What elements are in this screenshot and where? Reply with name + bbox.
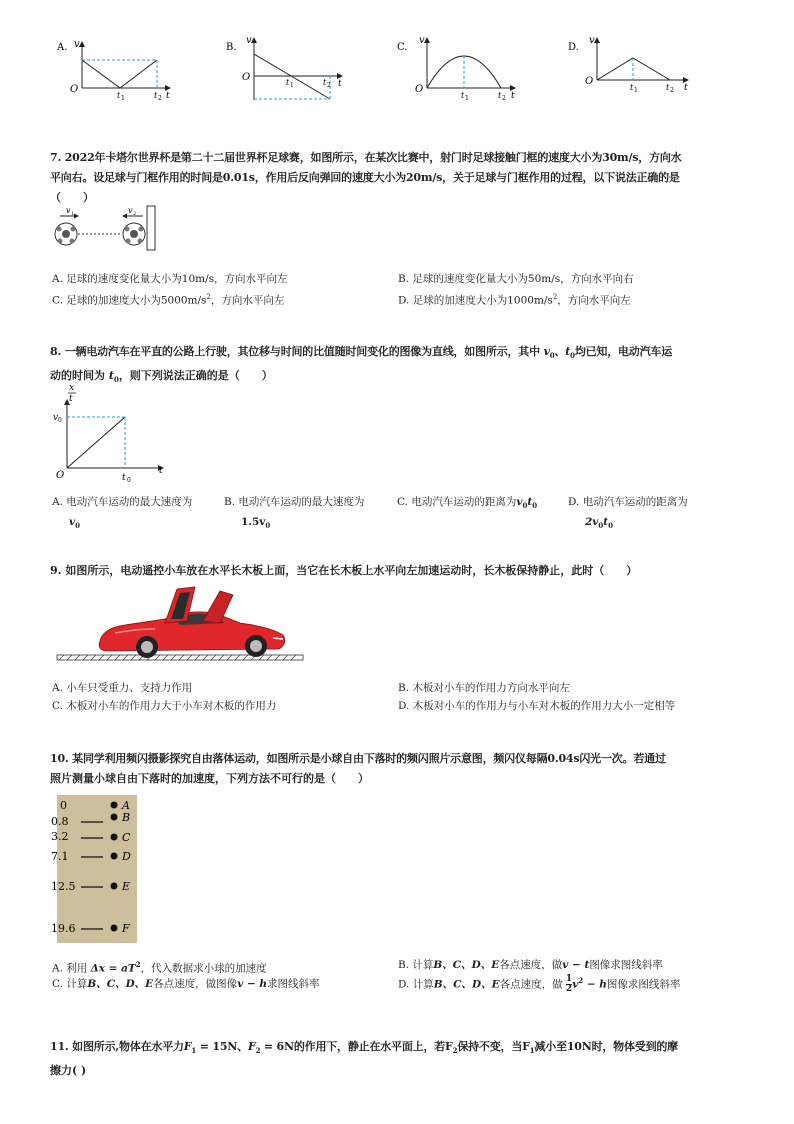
q7-line2: 平向右。设足球与门框作用的时间是0.01s，作用后反向弹回的速度大小为20m/s，关于足球与门框作用的过程，以下说法正确的是 [50, 171, 680, 184]
q8-option-c[interactable]: C. 电动汽车运动的距离为$v_0t_0$ [397, 496, 538, 511]
svg-text:t: t [666, 83, 670, 92]
q9-option-c[interactable]: C. 木板对小车的作用力大于小车对木板的作用力 [52, 700, 277, 712]
q7-line3: （ ） [50, 191, 94, 204]
svg-text:t: t [69, 394, 73, 404]
svg-text:O: O [70, 84, 79, 95]
svg-text:0: 0 [127, 477, 131, 484]
strobe-mark [51, 830, 131, 844]
svg-text:3.2: 3.2 [51, 830, 69, 843]
graph-b [226, 35, 342, 100]
svg-text:0: 0 [58, 417, 62, 424]
q8-option-b[interactable]: B. 电动汽车运动的最大速度为 $1.5v_0$ [224, 496, 365, 531]
svg-text:v: v [589, 35, 595, 46]
svg-text:0: 0 [60, 799, 67, 812]
q10-line1: 10. 某同学利用频闪摄影探究自由落体运动，如图所示是小球自由下落时的频闪照片示意图，频闪仪每隔0.04s闪光一次。若通过 [50, 752, 666, 765]
graph-a [56, 39, 170, 102]
svg-text:1: 1 [290, 82, 294, 89]
q10-option-c[interactable]: C. 计算B、C、D、E各点速度，做图像v − h求图线斜率 [52, 978, 320, 990]
q10-option-b[interactable]: B. 计算B、C、D、E各点速度，做v − t图像求图线斜率 [398, 959, 663, 971]
svg-text:O: O [56, 470, 65, 481]
svg-text:t: t [122, 473, 126, 483]
strobe-mark [51, 922, 130, 935]
graph-d-letter: D. [568, 42, 579, 53]
svg-text:C: C [122, 831, 131, 844]
svg-text:2: 2 [502, 95, 506, 102]
svg-text:t: t [286, 78, 290, 87]
goal-post [147, 206, 155, 250]
q8-option-a[interactable]: A. 电动汽车运动的最大速度为 $v_0$ [52, 496, 193, 531]
svg-text:1: 1 [465, 95, 469, 102]
svg-text:t: t [511, 91, 515, 101]
svg-text:O: O [415, 84, 424, 95]
q9-car-figure [55, 583, 305, 668]
q8-stem: 8. 一辆电动汽车在平直的公路上行驶，其位移与时间的比值随时间变化的图像为直线，如图所示，其中 $v_0$、$t_0$均已知，电动汽车运 动的时间为 $t_0$，则下列说法正确的是（ ） [50, 345, 673, 385]
svg-text:v: v [74, 39, 80, 50]
svg-text:v: v [53, 413, 59, 423]
svg-text:2: 2 [670, 87, 674, 94]
svg-text:D: D [122, 850, 131, 863]
q7-option-d[interactable]: D. 足球的加速度大小为$1000m/s^2$，方向水平向左 [398, 293, 631, 307]
svg-text:t: t [159, 466, 163, 476]
svg-text:O: O [585, 76, 594, 87]
svg-text:2: 2 [133, 211, 137, 217]
svg-text:F: F [122, 922, 130, 935]
graph-d [568, 35, 688, 94]
q10-stem [50, 749, 750, 789]
ball-right [123, 223, 145, 245]
svg-text:1: 1 [634, 87, 638, 94]
svg-text:t: t [498, 91, 502, 100]
svg-text:E: E [122, 880, 131, 893]
q10-option-d[interactable]: D. 计算B、C、D、E各点速度，做 $\frac{1}{2}$ $v^2 - h$图像求图线斜率 [398, 974, 681, 994]
svg-text:v: v [246, 35, 252, 46]
q7-stem [50, 148, 750, 208]
q7-figure [48, 203, 168, 253]
svg-text:12.5: 12.5 [51, 880, 76, 893]
svg-text:t: t [166, 91, 170, 101]
svg-text:t: t [154, 91, 158, 100]
strobe-mark [60, 799, 130, 812]
svg-text:19.6: 19.6 [51, 922, 76, 935]
q9-stem: 9. 如图所示，电动遥控小车放在水平长木板上面，当它在长木板上水平向左加速运动时，长木板保持静止，此时（ ） [50, 564, 638, 577]
q11-stem: 11. 如图所示,物体在水平力$F_1 = 15N$、$F_2 = 6N$的作用下，静止在水平面上，若$F_2$保持不变，当$F_1$减小至10N时，物体受到的摩 擦力( ) [50, 1037, 750, 1081]
svg-text:O: O [242, 72, 251, 83]
car-svg [55, 583, 305, 668]
svg-text:t: t [323, 78, 327, 87]
graph-c-letter: C. [397, 42, 408, 53]
svg-text:t: t [117, 91, 121, 100]
q8-graph [45, 380, 175, 485]
ball-left [55, 223, 77, 245]
svg-text:0.8: 0.8 [51, 815, 69, 828]
svg-text:v: v [128, 206, 133, 215]
q11-line2: 擦力( ) [50, 1064, 87, 1078]
q6-graphs-svg [0, 0, 794, 120]
strobe-mark [51, 811, 130, 828]
svg-text:v: v [419, 35, 425, 46]
svg-text:1: 1 [121, 95, 125, 102]
graph-b-letter: B. [226, 42, 237, 53]
svg-text:t: t [684, 83, 688, 93]
q7-figure-svg [48, 203, 168, 253]
q8-option-d[interactable]: D. 电动汽车运动的距离为 $2v_0t_0$ [568, 496, 688, 531]
strobe-mark [51, 880, 130, 893]
q8-graph-svg [45, 380, 175, 485]
q7-option-c[interactable]: C. 足球的加速度大小为$5000m/s^2$，方向水平向左 [52, 293, 285, 307]
svg-text:t: t [630, 83, 634, 92]
svg-text:1: 1 [71, 211, 75, 217]
svg-text:B: B [122, 811, 131, 824]
strobe-mark [51, 850, 131, 863]
svg-text:2: 2 [158, 95, 162, 102]
svg-text:7.1: 7.1 [51, 850, 69, 863]
graph-c [397, 35, 515, 102]
q9-option-a[interactable]: A. 小车只受重力、支持力作用 [52, 682, 193, 694]
toy-car [99, 587, 285, 658]
svg-text:2: 2 [327, 82, 331, 89]
svg-text:t: t [338, 79, 342, 89]
svg-text:A: A [122, 799, 130, 812]
q10-line2: 照片测量小球自由下落时的加速度，下列方法不可行的是（ ） [50, 772, 369, 785]
q7-option-a[interactable]: A. 足球的速度变化量大小为10m/s，方向水平向左 [52, 273, 288, 285]
svg-text:v: v [66, 206, 71, 215]
q7-option-b[interactable]: B. 足球的速度变化量大小为50m/s，方向水平向右 [398, 273, 634, 285]
svg-text:x: x [69, 383, 75, 393]
q10-option-a[interactable]: A. 利用 $\Delta x = aT^2$，代入数据求小球的加速度 [52, 960, 267, 975]
graph-a-letter: A. [57, 42, 68, 53]
q9-option-b[interactable]: B. 木板对小车的作用力方向水平向左 [398, 682, 570, 694]
q7-line1: 7. 2022年卡塔尔世界杯是第二十二届世界杯足球赛，如图所示，在某次比赛中，射门时足球接触门框的速度大小为30m/s，方向水 [50, 151, 682, 164]
q9-option-d[interactable]: D. 木板对小车的作用力与小车对木板的作用力大小一定相等 [398, 700, 676, 712]
q6-graphs [0, 0, 794, 120]
q10-strobe-photo [51, 795, 137, 943]
strobe-svg [51, 795, 137, 943]
svg-text:t: t [461, 91, 465, 100]
